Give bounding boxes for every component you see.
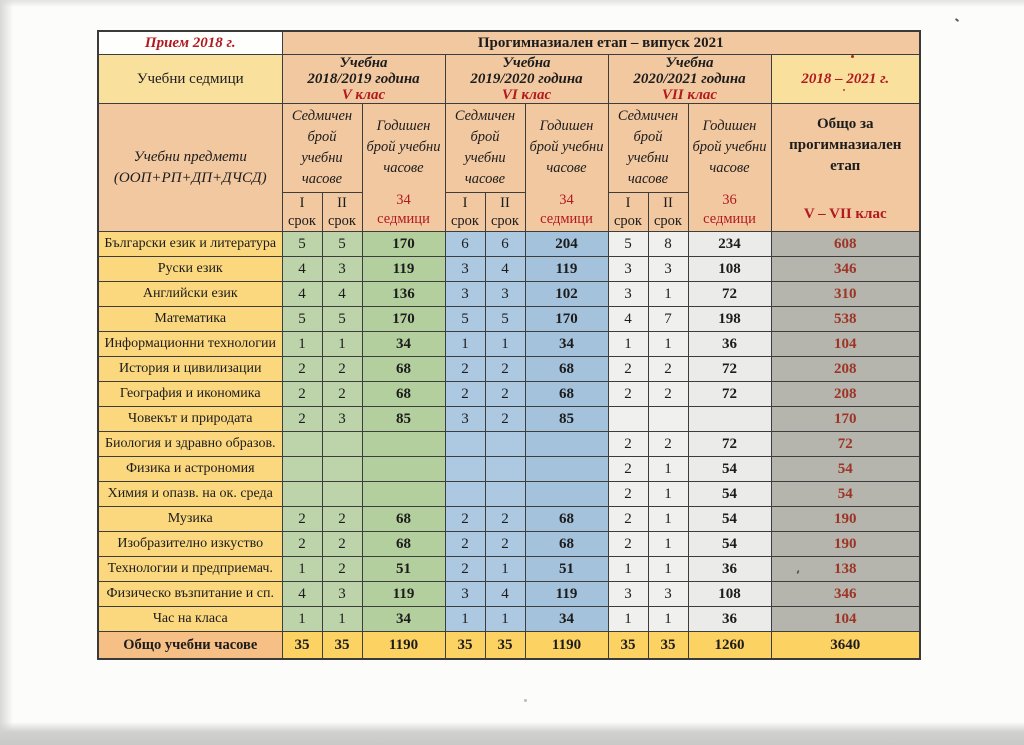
subject-row [98, 482, 920, 507]
subject-cell: Руски език [98, 257, 282, 282]
subject-cell: Български език и литература [98, 232, 282, 257]
vi-annual-cell [525, 432, 608, 457]
vii-annual-cell: 198 [688, 307, 771, 332]
totals-vii-term2: 35 [648, 632, 688, 660]
vii-term1-cell: 3 [608, 582, 648, 607]
v-term2-cell: 3 [322, 582, 362, 607]
weekly-hours-header-v: Седмичен брой учебни часове [282, 104, 362, 193]
vi-term1-cell: 3 [445, 407, 485, 432]
overall-total-cell: 190 [771, 507, 920, 532]
vii-term1-cell: 1 [608, 332, 648, 357]
v-annual-cell: 119 [362, 257, 445, 282]
v-term1-cell: 4 [282, 282, 322, 307]
subject-cell: История и цивилизации [98, 357, 282, 382]
year-title: Учебна [665, 55, 714, 71]
v-annual-cell: 119 [362, 582, 445, 607]
v-annual-cell: 68 [362, 507, 445, 532]
vi-annual-cell: 68 [525, 382, 608, 407]
vi-annual-cell: 204 [525, 232, 608, 257]
scan-edge-left [0, 0, 13, 745]
subject-cell: Музика [98, 507, 282, 532]
vii-term2-cell: 1 [648, 482, 688, 507]
vii-term1-cell: 4 [608, 307, 648, 332]
overall-total-cell: 310 [771, 282, 920, 307]
vi-term2-cell: 6 [485, 232, 525, 257]
subject-row [98, 607, 920, 632]
v-term1-cell: 1 [282, 607, 322, 632]
subject-row [98, 282, 920, 307]
admission-cell: Прием 2018 г. [98, 31, 282, 55]
vii-annual-cell: 108 [688, 257, 771, 282]
vi-term2-cell: 4 [485, 582, 525, 607]
scan-edge-bottom [0, 722, 1024, 745]
year-value: 2019/2020 година [470, 71, 583, 87]
v-term1-cell [282, 432, 322, 457]
term2-header-vi: II срок [485, 193, 525, 232]
vi-term2-cell: 1 [485, 607, 525, 632]
overall-total-cell: 104 [771, 607, 920, 632]
year-header-v [282, 55, 445, 104]
vi-annual-cell: 102 [525, 282, 608, 307]
vi-annual-cell [525, 457, 608, 482]
vi-annual-cell: 68 [525, 507, 608, 532]
vi-annual-cell: 34 [525, 607, 608, 632]
vii-term2-cell: 1 [648, 557, 688, 582]
vii-annual-cell: 72 [688, 432, 771, 457]
vii-term1-cell: 2 [608, 432, 648, 457]
vi-term1-cell: 2 [445, 507, 485, 532]
totals-vi-term1: 35 [445, 632, 485, 660]
v-term1-cell: 4 [282, 257, 322, 282]
vii-term2-cell: 1 [648, 282, 688, 307]
vii-term1-cell: 2 [608, 507, 648, 532]
v-term2-cell: 1 [322, 607, 362, 632]
subject-cell: Химия и опазв. на ок. среда [98, 482, 282, 507]
vii-annual-cell: 72 [688, 382, 771, 407]
subject-cell: Час на класа [98, 607, 282, 632]
v-term2-cell: 1 [322, 332, 362, 357]
subject-cell: Физическо възпитание и сп. [98, 582, 282, 607]
v-annual-cell [362, 482, 445, 507]
subjects-title: Учебни предмети [133, 148, 247, 165]
vi-term2-cell [485, 482, 525, 507]
totals-vii-term1: 35 [608, 632, 648, 660]
vii-annual-cell [688, 407, 771, 432]
overall-total-cell: 138 [771, 557, 920, 582]
v-term1-cell: 2 [282, 382, 322, 407]
v-term1-cell: 2 [282, 532, 322, 557]
subject-cell: Технологии и предприемач. [98, 557, 282, 582]
subject-row [98, 382, 920, 407]
subject-row [98, 557, 920, 582]
vii-term1-cell: 1 [608, 557, 648, 582]
vi-term1-cell: 2 [445, 382, 485, 407]
vii-annual-cell: 54 [688, 532, 771, 557]
overall-total-cell: 54 [771, 482, 920, 507]
v-term2-cell: 2 [322, 382, 362, 407]
v-annual-cell: 68 [362, 382, 445, 407]
vi-term1-cell: 5 [445, 307, 485, 332]
v-annual-cell [362, 457, 445, 482]
vii-term1-cell: 2 [608, 457, 648, 482]
v-annual-cell: 170 [362, 232, 445, 257]
v-term2-cell: 5 [322, 232, 362, 257]
vi-term1-cell: 3 [445, 582, 485, 607]
vii-term2-cell: 1 [648, 332, 688, 357]
subject-row [98, 432, 920, 457]
vii-annual-cell: 72 [688, 282, 771, 307]
v-term1-cell: 4 [282, 582, 322, 607]
year-value: 2018/2019 година [307, 71, 420, 87]
vi-term2-cell: 2 [485, 357, 525, 382]
annual-hours-header-v: Годишен брой учебни часове 34 седмици [362, 104, 445, 232]
year-title: Учебна [502, 55, 551, 71]
vi-term1-cell: 3 [445, 282, 485, 307]
vi-term2-cell [485, 457, 525, 482]
vi-term2-cell: 2 [485, 532, 525, 557]
scan-speck [843, 89, 845, 91]
v-term1-cell [282, 457, 322, 482]
vii-term2-cell: 2 [648, 357, 688, 382]
v-term2-cell [322, 482, 362, 507]
subject-row [98, 582, 920, 607]
overall-total-cell: 538 [771, 307, 920, 332]
vii-annual-cell: 72 [688, 357, 771, 382]
vi-term2-cell [485, 432, 525, 457]
v-term1-cell: 2 [282, 507, 322, 532]
subject-cell: Човекът и природата [98, 407, 282, 432]
overall-total-cell: 72 [771, 432, 920, 457]
subject-row [98, 332, 920, 357]
v-annual-cell: 136 [362, 282, 445, 307]
annual-hours-header-vi: Годишен брой учебни часове 34 седмици [525, 104, 608, 232]
subject-row [98, 532, 920, 557]
v-annual-cell: 170 [362, 307, 445, 332]
v-term2-cell [322, 457, 362, 482]
v-term2-cell [322, 432, 362, 457]
v-term1-cell: 2 [282, 407, 322, 432]
subject-cell: Математика [98, 307, 282, 332]
overall-header-cell: Общо за прогимназиален етап V – VII клас [771, 104, 920, 232]
vi-term2-cell: 3 [485, 282, 525, 307]
v-annual-cell [362, 432, 445, 457]
v-term2-cell: 2 [322, 557, 362, 582]
vi-annual-cell: 68 [525, 357, 608, 382]
header-row-hours [98, 104, 920, 193]
vii-term2-cell: 8 [648, 232, 688, 257]
vii-annual-cell: 54 [688, 482, 771, 507]
overall-total-cell: 346 [771, 257, 920, 282]
vi-annual-cell: 34 [525, 332, 608, 357]
v-annual-cell: 68 [362, 532, 445, 557]
vii-term1-cell: 2 [608, 382, 648, 407]
overall-total-cell: 608 [771, 232, 920, 257]
vi-term1-cell: 2 [445, 557, 485, 582]
header-row-years [98, 55, 920, 104]
stage-title-cell: Прогимназиален етап – випуск 2021 [282, 31, 920, 55]
v-term1-cell: 5 [282, 307, 322, 332]
period-cell: 2018 – 2021 г. [771, 55, 920, 104]
subject-row [98, 257, 920, 282]
v-term1-cell: 2 [282, 357, 322, 382]
weekly-hours-header-vi: Седмичен брой учебни часове [445, 104, 525, 193]
totals-vi-term2: 35 [485, 632, 525, 660]
v-term2-cell: 3 [322, 407, 362, 432]
v-term2-cell: 4 [322, 282, 362, 307]
totals-v-term1: 35 [282, 632, 322, 660]
v-term2-cell: 3 [322, 257, 362, 282]
term2-header-v: II срок [322, 193, 362, 232]
vi-annual-cell: 119 [525, 582, 608, 607]
annual-hours-header-vii: Годишен брой учебни часове 36 седмици [688, 104, 771, 232]
overall-total-cell: 346 [771, 582, 920, 607]
v-annual-cell: 68 [362, 357, 445, 382]
v-term1-cell: 5 [282, 232, 322, 257]
overall-total-cell: 54 [771, 457, 920, 482]
totals-v-annual: 1190 [362, 632, 445, 660]
vi-term2-cell: 5 [485, 307, 525, 332]
vii-term2-cell: 1 [648, 532, 688, 557]
term1-header-vii: I срок [608, 193, 648, 232]
subject-row [98, 232, 920, 257]
vi-annual-cell: 170 [525, 307, 608, 332]
weekly-hours-header-vii: Седмичен брой учебни часове [608, 104, 688, 193]
v-annual-cell: 34 [362, 332, 445, 357]
totals-row [98, 632, 920, 660]
curriculum-table [97, 30, 921, 660]
subject-row [98, 507, 920, 532]
vii-term1-cell: 2 [608, 357, 648, 382]
vii-annual-cell: 234 [688, 232, 771, 257]
vii-annual-cell: 36 [688, 557, 771, 582]
vii-term1-cell: 5 [608, 232, 648, 257]
vii-annual-cell: 54 [688, 507, 771, 532]
vi-annual-cell: 119 [525, 257, 608, 282]
subject-row [98, 357, 920, 382]
v-term1-cell: 1 [282, 557, 322, 582]
vi-term1-cell [445, 432, 485, 457]
term2-header-vii: II срок [648, 193, 688, 232]
grade-label: VII клас [661, 87, 718, 103]
vii-annual-cell: 36 [688, 332, 771, 357]
vii-term2-cell: 3 [648, 582, 688, 607]
v-term1-cell: 1 [282, 332, 322, 357]
scan-speck [955, 18, 959, 22]
vi-term1-cell: 3 [445, 257, 485, 282]
v-annual-cell: 51 [362, 557, 445, 582]
vi-term2-cell: 1 [485, 332, 525, 357]
vi-term1-cell: 6 [445, 232, 485, 257]
v-term2-cell: 2 [322, 357, 362, 382]
vii-term1-cell: 3 [608, 282, 648, 307]
year-title: Учебна [339, 55, 388, 71]
subject-cell: Биология и здравно образов. [98, 432, 282, 457]
vii-term1-cell: 2 [608, 482, 648, 507]
v-term1-cell [282, 482, 322, 507]
vii-term2-cell: 3 [648, 257, 688, 282]
subject-row [98, 307, 920, 332]
subject-row [98, 457, 920, 482]
vi-term1-cell [445, 482, 485, 507]
year-value: 2020/2021 година [633, 71, 746, 87]
vii-term2-cell: 7 [648, 307, 688, 332]
vi-term2-cell: 1 [485, 557, 525, 582]
v-annual-cell: 34 [362, 607, 445, 632]
subjects-header-cell [98, 104, 282, 232]
grade-label: V клас [341, 87, 386, 103]
vi-term1-cell: 2 [445, 532, 485, 557]
subjects-subtitle: (ООП+РП+ДП+ДЧСД) [113, 169, 267, 186]
scan-speck [851, 55, 854, 58]
totals-vi-annual: 1190 [525, 632, 608, 660]
v-annual-cell: 85 [362, 407, 445, 432]
overall-total-cell: 208 [771, 357, 920, 382]
vi-term1-cell: 2 [445, 357, 485, 382]
vii-term1-cell: 1 [608, 607, 648, 632]
vii-annual-cell: 54 [688, 457, 771, 482]
overall-total-cell: 104 [771, 332, 920, 357]
vi-term2-cell: 2 [485, 382, 525, 407]
header-row-top [98, 31, 920, 55]
subject-cell: Информационни технологии [98, 332, 282, 357]
vi-term2-cell: 2 [485, 407, 525, 432]
subject-cell: География и икономика [98, 382, 282, 407]
grade-label: VI клас [501, 87, 552, 103]
subject-row [98, 407, 920, 432]
vi-annual-cell: 85 [525, 407, 608, 432]
totals-label-cell: Общо учебни часове [98, 632, 282, 660]
vii-term2-cell: 2 [648, 432, 688, 457]
v-term2-cell: 2 [322, 507, 362, 532]
weeks-label-cell: Учебни седмици [98, 55, 282, 104]
vii-term1-cell: 3 [608, 257, 648, 282]
year-header-vii [608, 55, 771, 104]
vii-term2-cell [648, 407, 688, 432]
vii-term1-cell: 2 [608, 532, 648, 557]
vi-term2-cell: 2 [485, 507, 525, 532]
vi-annual-cell: 51 [525, 557, 608, 582]
vii-term2-cell: 2 [648, 382, 688, 407]
vii-annual-cell: 108 [688, 582, 771, 607]
vii-term2-cell: 1 [648, 607, 688, 632]
term1-header-v: I срок [282, 193, 322, 232]
subject-cell: Английски език [98, 282, 282, 307]
totals-v-term2: 35 [322, 632, 362, 660]
v-term2-cell: 5 [322, 307, 362, 332]
vi-annual-cell [525, 482, 608, 507]
vii-term2-cell: 1 [648, 507, 688, 532]
vii-term1-cell [608, 407, 648, 432]
vii-annual-cell: 36 [688, 607, 771, 632]
scan-edge-top [0, 0, 1024, 7]
vi-term1-cell: 1 [445, 607, 485, 632]
vi-term2-cell: 4 [485, 257, 525, 282]
vii-term2-cell: 1 [648, 457, 688, 482]
year-header-vi [445, 55, 608, 104]
vi-term1-cell: 1 [445, 332, 485, 357]
overall-total-cell: 208 [771, 382, 920, 407]
vi-term1-cell [445, 457, 485, 482]
term1-header-vi: I срок [445, 193, 485, 232]
vi-annual-cell: 68 [525, 532, 608, 557]
scan-speck [524, 699, 527, 702]
subject-cell: Изобразително изкуство [98, 532, 282, 557]
v-term2-cell: 2 [322, 532, 362, 557]
overall-total-cell: 190 [771, 532, 920, 557]
totals-vii-annual: 1260 [688, 632, 771, 660]
overall-total-cell: 170 [771, 407, 920, 432]
subject-cell: Физика и астрономия [98, 457, 282, 482]
totals-overall-cell: 3640 [771, 632, 920, 660]
